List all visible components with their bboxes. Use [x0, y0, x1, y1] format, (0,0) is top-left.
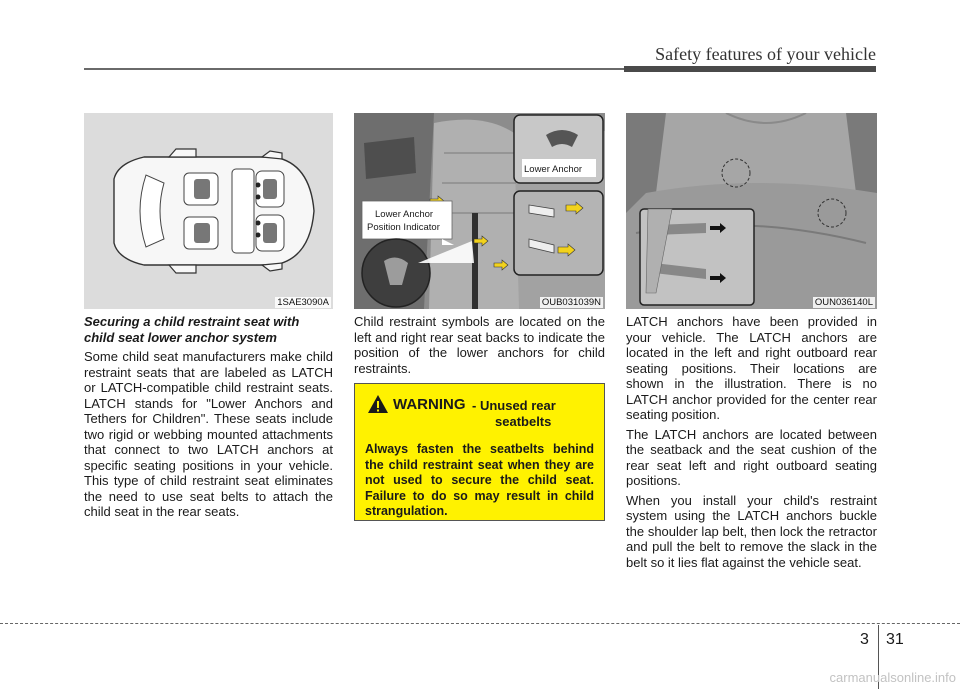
section-title: Safety features of your vehicle	[655, 44, 876, 64]
paragraph-latch-install: When you install your child's restraint system using the LATCH anchors buckle the shoulder lap belt, then lock the retractor and pull the belt to remove the slack in the belt so it lies flat against the vehicle seat.	[626, 492, 877, 570]
page-number: 31	[886, 631, 904, 648]
watermark: carmanualsonline.info	[829, 670, 956, 685]
paragraph-latch-location: The LATCH anchors are located between the seatback and the seat cushion of the rear seat left and right outboard seating positions.	[626, 426, 877, 488]
warning-body: Always fasten the seatbelts behind the child restraint seat when they are not used to secure the child seat. Failure to do so may result in child strangulation.	[365, 442, 594, 518]
figure-car-top-view	[84, 113, 333, 309]
chapter-number: 3	[860, 631, 869, 648]
seat-cushion-illustration	[626, 113, 877, 309]
callout-lower-anchor: Lower Anchor	[524, 164, 583, 175]
figure-code: OUB031039N	[541, 297, 601, 308]
footer-rule	[0, 623, 960, 624]
car-top-view-illustration	[84, 113, 333, 309]
warning-title-line1: - Unused rear	[472, 398, 556, 413]
subheading: Securing a child restraint seat with child seat lower anchor system	[84, 314, 300, 345]
figure-code: 1SAE3090A	[277, 297, 329, 308]
paragraph-child-symbols: Child restraint symbols are located on the left and right rear seat backs to indicate the position of the lower anchors for child restraints.	[354, 314, 605, 376]
column-3	[626, 314, 877, 574]
warning-triangle-icon	[367, 394, 389, 414]
warning-label: WARNING	[393, 396, 466, 413]
callout-position-indicator-line1: Lower Anchor	[375, 209, 434, 220]
header-tab-bar	[624, 66, 876, 72]
callout-position-indicator-line2: Position Indicator	[367, 222, 440, 233]
warning-box	[354, 383, 605, 521]
column-1	[84, 314, 333, 524]
paragraph-latch-provided: LATCH anchors have been provided in your vehicle. The LATCH anchors are located in the left and right outboard rear seating positions. Their locations are shown in the illustration. There is no LATCH anchor provided for the center rear seating position.	[626, 314, 877, 422]
warning-title-line2: seatbelts	[495, 414, 552, 429]
figure-code: OUN036140L	[814, 297, 873, 308]
figure-rear-seat-anchors	[354, 113, 605, 309]
figure-seat-cushion-anchors	[626, 113, 877, 309]
column-2	[354, 314, 605, 380]
paragraph-latch-intro: Some child seat manufacturers make child restraint seats that are labeled as LATCH or LATCH-compatible child restraint seats. LATCH stands for "Lower Anchors and Tethers for Children". These seats include two rigid or webbing mounted attachments that connect to two LATCH anchors at specific seating positions in your vehicle. This type of child restraint seat eliminates the need to use seat belts to attach the child seat in the rear seats.	[84, 349, 333, 519]
